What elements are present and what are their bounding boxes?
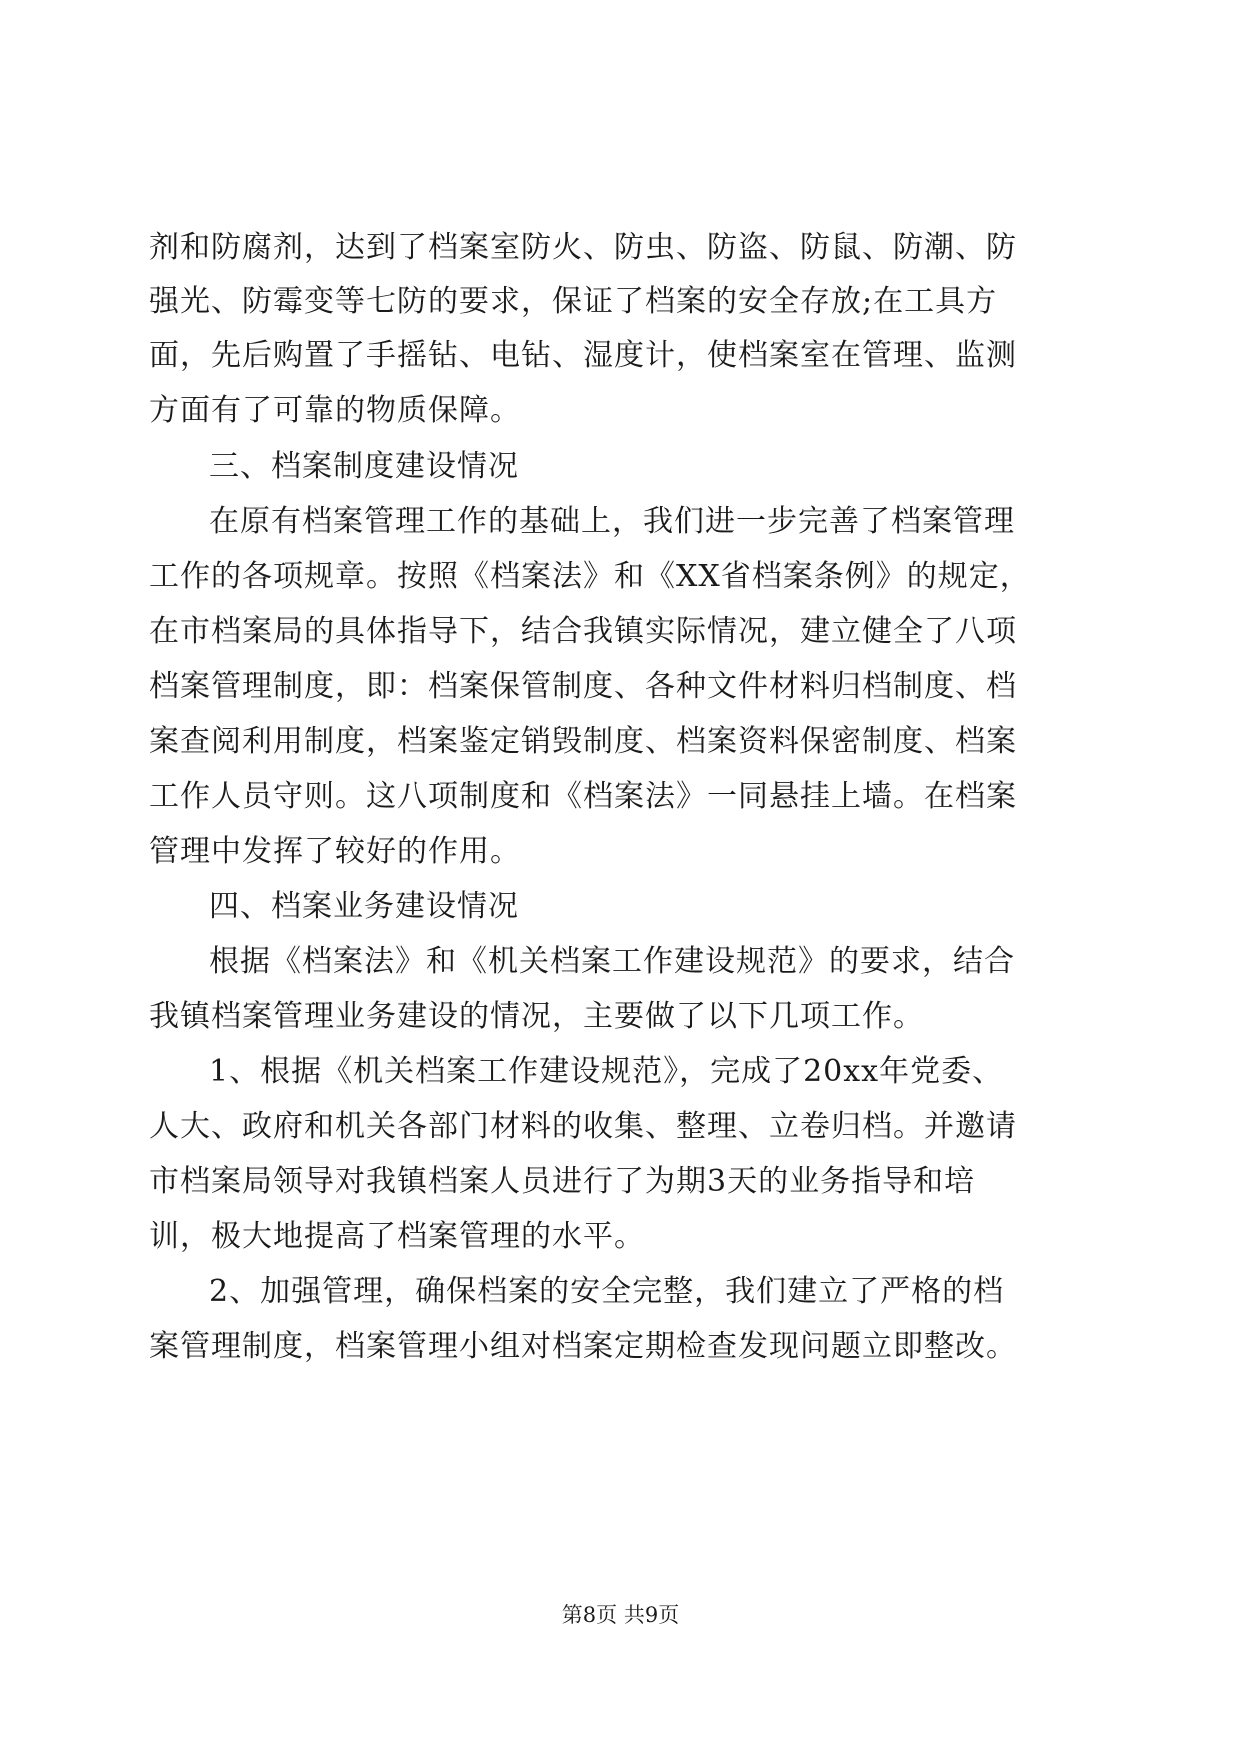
text-line: 2、加强管理，确保档案的安全完整，我们建立了严格的档 xyxy=(209,1274,1005,1309)
page-number-footer: 第8页 共9页 xyxy=(561,1603,680,1627)
text-line: 根据《档案法》和《机关档案工作建设规范》的要求，结合 xyxy=(209,944,1015,979)
text-line: 市档案局领导对我镇档案人员进行了为期3天的业务指导和培 xyxy=(149,1164,976,1199)
text-line: 强光、防霉变等七防的要求，保证了档案的安全存放;在工具方 xyxy=(149,284,998,319)
text-line: 方面有了可靠的物质保障。 xyxy=(149,393,521,428)
text-line: 面，先后购置了手摇钻、电钻、湿度计，使档案室在管理、监测 xyxy=(149,338,1017,373)
text-line: 在原有档案管理工作的基础上，我们进一步完善了档案管理 xyxy=(209,504,1015,539)
text-line: 1、根据《机关档案工作建设规范》，完成了20xx年党委、 xyxy=(209,1054,1004,1089)
section-heading: 四、档案业务建设情况 xyxy=(209,889,519,924)
text-line: 案管理制度，档案管理小组对档案定期检查发现问题立即整改。 xyxy=(149,1329,1017,1364)
text-line: 工作的各项规章。按照《档案法》和《XX省档案条例》的规定， xyxy=(149,559,1031,594)
text-line: 在市档案局的具体指导下，结合我镇实际情况，建立健全了八项 xyxy=(149,614,1017,649)
text-line: 工作人员守则。这八项制度和《档案法》一同悬挂上墙。在档案 xyxy=(149,779,1017,814)
text-line: 我镇档案管理业务建设的情况，主要做了以下几项工作。 xyxy=(149,999,924,1034)
text-line: 档案管理制度，即：档案保管制度、各种文件材料归档制度、档 xyxy=(149,669,1017,704)
section-heading: 三、档案制度建设情况 xyxy=(209,449,519,484)
text-line: 案查阅利用制度，档案鉴定销毁制度、档案资料保密制度、档案 xyxy=(149,724,1017,759)
text-line: 管理中发挥了较好的作用。 xyxy=(149,834,521,869)
text-line: 训，极大地提高了档案管理的水平。 xyxy=(149,1219,645,1254)
text-line: 剂和防腐剂，达到了档案室防火、防虫、防盗、防鼠、防潮、防 xyxy=(149,230,1017,265)
text-line: 人大、政府和机关各部门材料的收集、整理、立卷归档。并邀请 xyxy=(149,1109,1017,1144)
